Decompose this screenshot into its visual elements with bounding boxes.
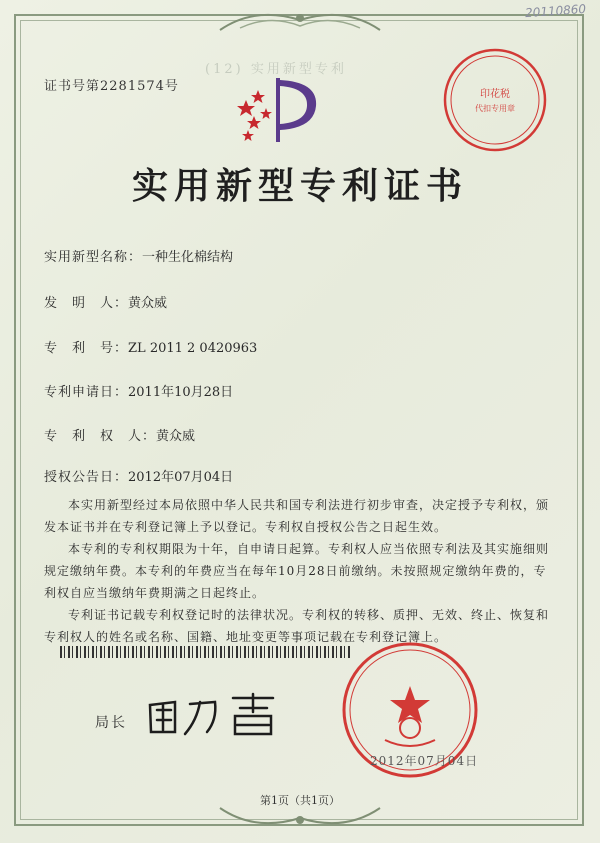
field-grant-date: [44, 466, 233, 485]
paragraph-grant: 本实用新型经过本局依照中华人民共和国专利法进行初步审查，决定授予专利权，颁发本证书并在专利登记簿上予以登记。专利权自授权公告之日起生效。: [44, 498, 550, 534]
field-label: 授权公告日：: [44, 470, 129, 485]
top-ornament: [215, 4, 385, 36]
field-value: 黄众威: [128, 296, 168, 311]
field-label: 专 利 号：: [44, 341, 129, 356]
director-label: 局长: [95, 715, 127, 731]
field-label: 专利申请日：: [44, 385, 129, 400]
field-label: 实用新型名称：: [44, 250, 143, 265]
field-utility-model-name: [44, 246, 233, 265]
sipo-logo-icon: [228, 70, 328, 150]
field-value: 2011年10月28日: [128, 385, 234, 400]
field-label: 发 明 人：: [44, 296, 129, 311]
svg-text:印花税: 印花税: [480, 89, 510, 100]
certificate-number: 证书号第2281574号: [44, 79, 179, 94]
field-patent-number: [44, 337, 257, 356]
field-value: 黄众威: [156, 429, 196, 444]
page-number: 第1页（共1页）: [260, 794, 340, 807]
faint-header: (12) 实用新型专利: [205, 62, 347, 77]
paragraph-term: 本专利的专利权期限为十年，自申请日起算。专利权人应当依照专利法及其实施细则规定缴纳年费。本专利的年费应当在每年10月28日前缴纳。未按照规定缴纳年费的，专利权自应当缴纳年费期满之日起终止。: [44, 542, 550, 600]
field-value: 2012年07月04日: [128, 470, 234, 485]
seal-date: 2012年07月04日: [370, 754, 479, 768]
page-title: 实用新型专利证书: [131, 165, 468, 207]
field-inventor: [44, 292, 167, 311]
field-patentee: [44, 425, 195, 444]
tax-stamp-seal: [440, 45, 550, 155]
field-application-date: [44, 381, 233, 400]
paragraph-legal-status: 专利证书记载专利权登记时的法律状况。专利权的转移、质押、无效、终止、恢复和专利权人的姓名或名称、国籍、地址变更等事项记载在专利登记簿上。: [44, 608, 550, 644]
director-signature: [145, 690, 285, 740]
svg-text:代扣专用章: 代扣专用章: [475, 104, 515, 113]
field-value: ZL 2011 2 0420963: [128, 341, 258, 356]
field-value: 一种生化棉结构: [142, 250, 234, 265]
field-label: 专 利 权 人：: [44, 429, 157, 444]
barcode: [60, 646, 350, 658]
handwritten-note: 20110860: [524, 1, 587, 21]
